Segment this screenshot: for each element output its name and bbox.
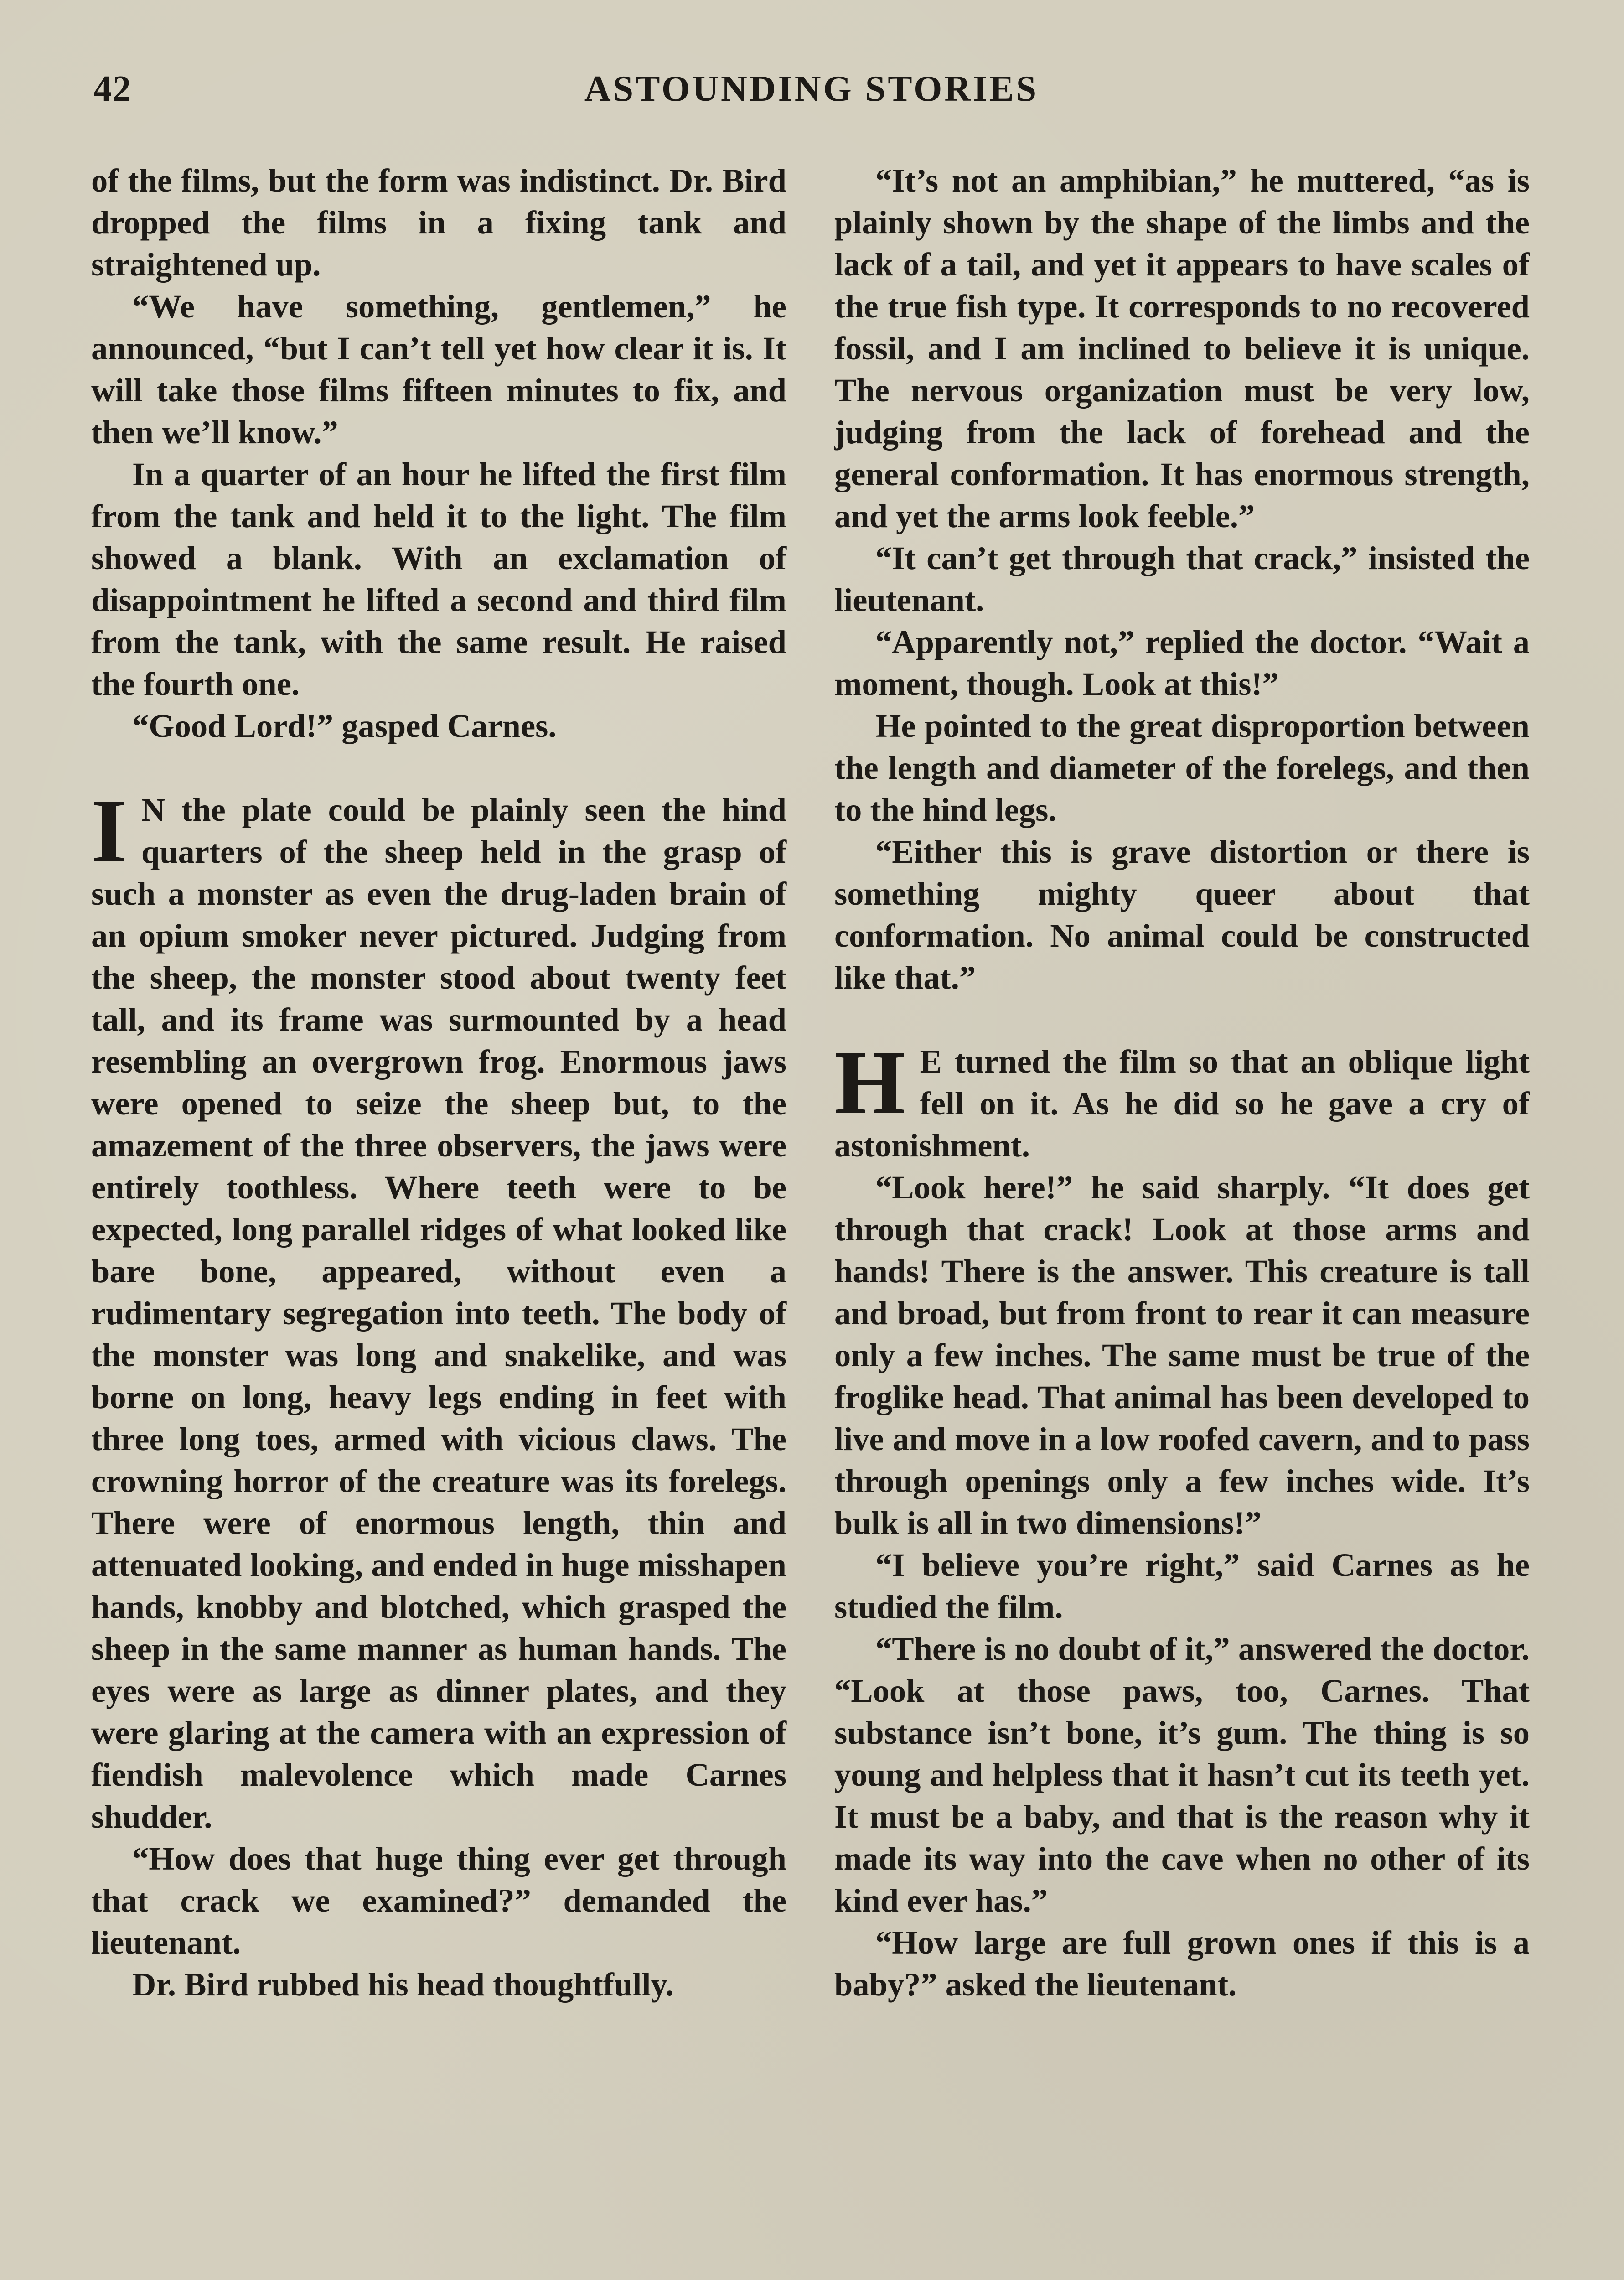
paragraph: “How large are full grown ones if this is a baby?” asked the lieutenant. (834, 1924, 1530, 2003)
paragraph: “It’s not an amphibian,” he muttered, “as is plainly shown by the shape of the limbs and the lack of a tail, and yet it appears to have scales of the true fish type. It corresponds to no recovered fossil, and I am inclined to believe it is unique. The nervous organization must be very low, judging from the lack of forehead and the general conformation. It has enormous strength, and yet the arms look feeble.” (834, 162, 1530, 534)
paragraph: Dr. Bird rubbed his head thoughtfully. (132, 1966, 674, 2003)
paragraph-text: E turned the film so that an oblique light fell on it. As he did so he gave a cry of astonishment. (834, 1043, 1530, 1164)
left-column (91, 160, 786, 2005)
paragraph: “Either this is grave distortion or there is something mighty queer about that conformation. No animal could be constructed like that.” (834, 833, 1530, 996)
paragraph: He pointed to the great disproportion between the length and diameter of the forelegs, and then to the hind legs. (834, 707, 1530, 828)
paragraph: of the films, but the form was indistinct. Dr. Bird dropped the films in a fixing tank and straightened up. (91, 162, 786, 283)
paragraph: “It can’t get through that crack,” insisted the lieutenant. (834, 539, 1530, 618)
drop-cap: H (834, 1032, 905, 1133)
paragraph: “I believe you’re right,” said Carnes as he studied the film. (834, 1546, 1530, 1625)
paragraph: “Look here!” he said sharply. “It does get through that crack! Look at those arms and hands! There is the answer. This creature is tall and broad, but from front to rear it can measure only a few inches. The same must be true of the froglike head. That animal has been developed to live and move in a low roofed cavern, and to pass through openings only a few inches wide. It’s bulk is all in two dimensions!” (834, 1169, 1530, 1541)
section-paragraph (834, 1032, 1530, 1166)
running-title: ASTOUNDING STORIES (584, 69, 1039, 109)
paragraph: “Good Lord!” gasped Carnes. (132, 707, 557, 744)
paragraph: “There is no doubt of it,” answered the doctor. “Look at those paws, too, Carnes. That substance isn’t bone, it’s gum. The thing is so young and helpless that it hasn’t cut its teeth yet. It must be a baby, and that is the reason why it made its way into the cave when no other of its kind ever has.” (834, 1630, 1530, 1919)
page-header (93, 68, 1530, 123)
drop-cap: I (91, 781, 127, 881)
section-paragraph (91, 781, 786, 1838)
paragraph: “Apparently not,” replied the doctor. “Wait a moment, though. Look at this!” (834, 623, 1530, 702)
paragraph: “We have something, gentlemen,” he announced, “but I can’t tell yet how clear it is. It will take those films fifteen minutes to fix, and then we’ll know.” (91, 288, 786, 451)
paragraph-text: N the plate could be plainly seen the hind quarters of the sheep held in the grasp of such a monster as even the drug-laden brain of an opium smoker never pictured. Judging from the sheep, the monster stood about twenty feet tall, and its frame was surmounted by a head resembling an overgrown frog. Enormous jaws were opened to seize the sheep but, to the amazement of the three observers, the jaws were entirely toothless. Where teeth were to be expected, long parallel ridges of what looked like bare bone, appeared, without even a rudimentary segregation into teeth. The body of the monster was long and snakelike, and was borne on long, heavy legs ending in feet with three long toes, armed with vicious claws. The crowning horror of the creature was its forelegs. There were of enormous length, thin and attenuated looking, and ended in huge misshapen hands, knobby and blotched, which grasped the sheep in the same manner as human hands. The eyes were as large as dinner plates, and they were glaring at the camera with an expression of fiendish malevolence which made Carnes shudder. (91, 791, 786, 1835)
right-column (834, 160, 1530, 2005)
page-number: 42 (93, 69, 132, 109)
paragraph: “How does that huge thing ever get through that crack we examined?” demanded the lieutenant. (91, 1840, 786, 1961)
paragraph: In a quarter of an hour he lifted the first film from the tank and held it to the light. The film showed a blank. With an exclamation of disappointment he lifted a second and third film from the tank, with the same result. He raised the fourth one. (91, 456, 786, 702)
